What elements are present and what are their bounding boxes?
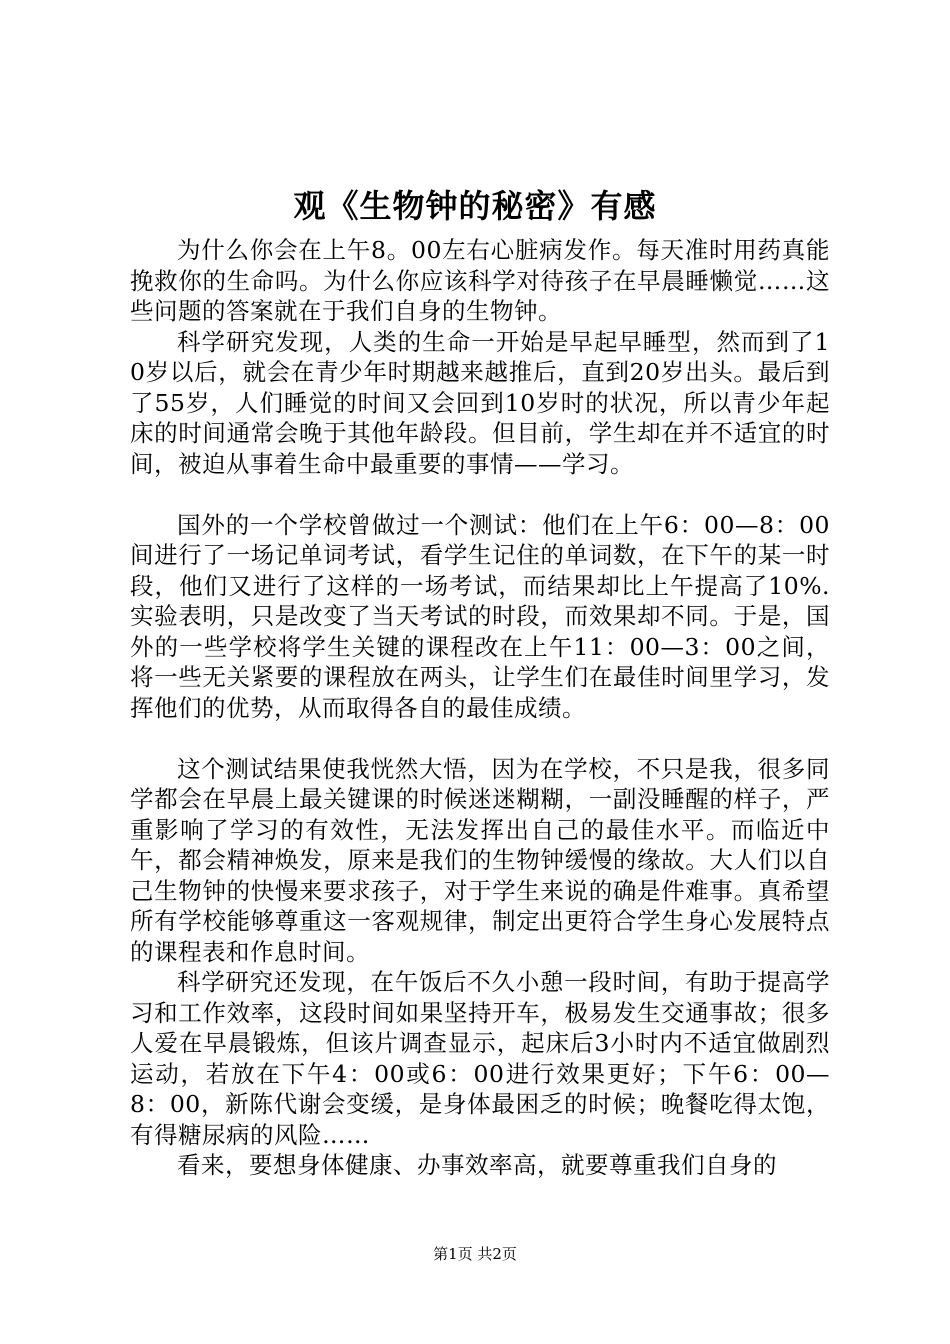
paragraph-2: 科学研究发现，人类的生命一开始是早起早睡型，然而到了10岁以后，就会在青少年时期越来越推后，直到20岁出头。最后到了55岁，人们睡觉的时间又会回到10岁时的状况，所以青少年起床的时间通常会晚于其他年龄段。但目前，学生却在并不适宜的时间，被迫从事着生命中最重要的事情——学习。 — [130, 327, 830, 478]
page-number-footer: 第1页 共2页 — [433, 1245, 517, 1263]
paragraph-4: 这个测试结果使我恍然大悟，因为在学校，不只是我，很多同学都会在早晨上最关键课的时候迷迷糊糊，一副没睡醒的样子，严重影响了学习的有效性，无法发挥出自己的最佳水平。而临近中午，都会精神焕发，原来是我们的生物钟缓慢的缘故。大人们以自己生物钟的快慢来要求孩子，对于学生来说的确是件难事。真希望所有学校能够尊重这一客观规律，制定出更符合学生身心发展特点的课程表和作息时间。 — [130, 754, 830, 966]
document-body — [130, 235, 830, 1181]
document-title: 观《生物钟的秘密》有感 — [293, 187, 657, 225]
paragraph-5: 科学研究还发现，在午饭后不久小憩一段时间，有助于提高学习和工作效率，这段时间如果坚持开车，极易发生交通事故；很多人爱在早晨锻炼，但该片调查显示，起床后3小时内不适宜做剧烈运动，若放在下午4：00或6：00进行效果更好；下午6：00—8：00，新陈代谢会变缓，是身体最困乏的时候；晚餐吃得太饱，有得糖尿病的风险…… — [130, 968, 830, 1149]
paragraph-3: 国外的一个学校曾做过一个测试：他们在上午6：00—8：00间进行了一场记单词考试，看学生记住的单词数，在下午的某一时段，他们又进行了这样的一场考试，而结果却比上午提高了10%.实验表明，只是改变了当天考试的时段，而效果却不同。于是，国外的一些学校将学生关键的课程改在上午11：00—3：00之间，将一些无关紧要的课程放在两头，让学生们在最佳时间里学习，发挥他们的优势，从而取得各自的最佳成绩。 — [130, 510, 830, 722]
paragraph-1: 为什么你会在上午8。00左右心脏病发作。每天准时用药真能挽救你的生命吗。为什么你应该科学对待孩子在早晨睡懒觉……这些问题的答案就在于我们自身的生物钟。 — [130, 236, 830, 325]
paragraph-6: 看来，要想身体健康、办事效率高，就要尊重我们自身的 — [177, 1151, 777, 1179]
